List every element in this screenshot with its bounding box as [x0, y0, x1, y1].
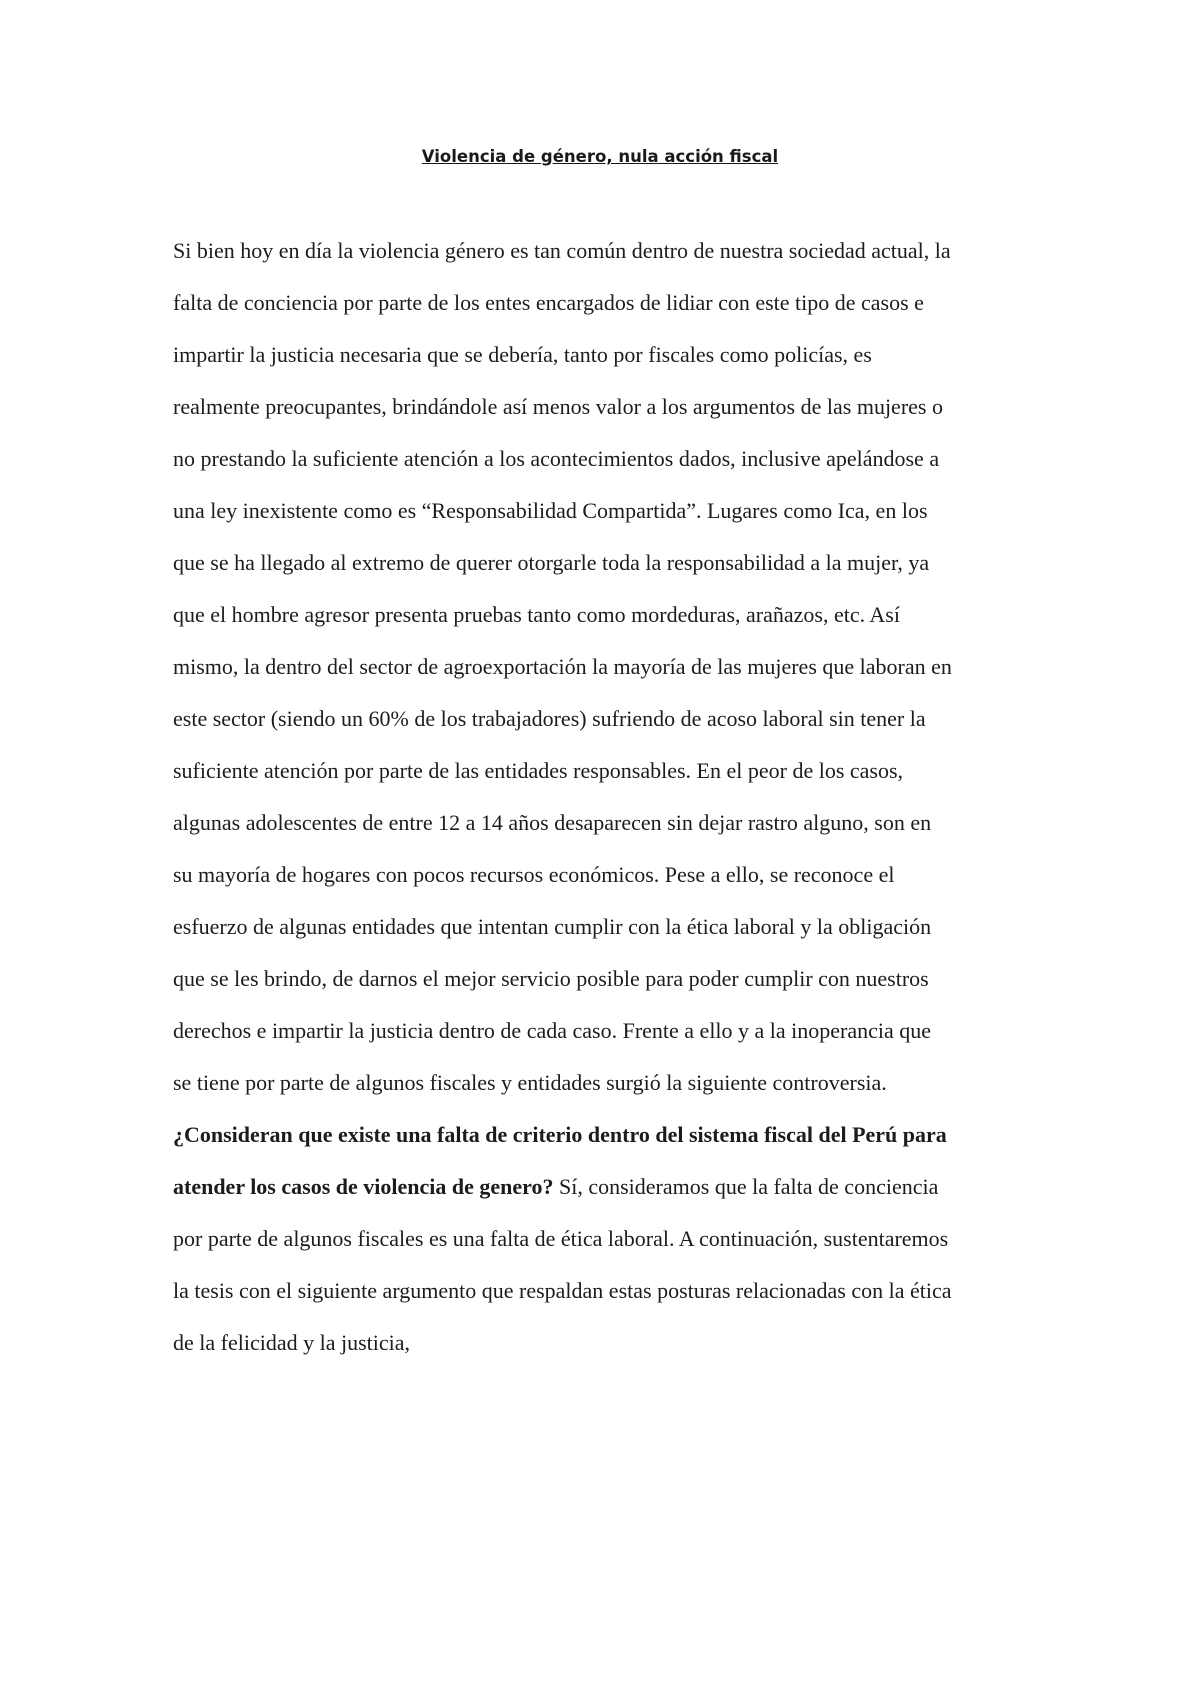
- body-line: mismo, la dentro del sector de agroexportación la mayoría de las mujeres que laboran en: [173, 654, 952, 679]
- body-line: realmente preocupantes, brindándole así menos valor a los argumentos de las mujeres o: [173, 394, 943, 419]
- body-line: de la felicidad y la justicia,: [173, 1330, 411, 1355]
- question-answer-line: [173, 1172, 1053, 1202]
- body-line: que se les brindo, de darnos el mejor servicio posible para poder cumplir con nuestros: [173, 966, 929, 991]
- question-line: ¿Consideran que existe una falta de criterio dentro del sistema fiscal del Perú para: [173, 1122, 947, 1147]
- body-line: esfuerzo de algunas entidades que intentan cumplir con la ética laboral y la obligación: [173, 914, 932, 939]
- body-line: la tesis con el siguiente argumento que respaldan estas posturas relacionadas con la ética: [173, 1278, 952, 1303]
- body-line: algunas adolescentes de entre 12 a 14 años desaparecen sin dejar rastro alguno, son en: [173, 810, 932, 835]
- body-line: que se ha llegado al extremo de querer otorgarle toda la responsabilidad a la mujer, ya: [173, 550, 930, 575]
- body-line: una ley inexistente como es “Responsabilidad Compartida”. Lugares como Ica, en los: [173, 498, 928, 523]
- body-line: suficiente atención por parte de las entidades responsables. En el peor de los casos,: [173, 758, 904, 783]
- body-line: este sector (siendo un 60% de los trabajadores) sufriendo de acoso laboral sin tener la: [173, 706, 926, 731]
- body-line: no prestando la suficiente atención a los acontecimientos dados, inclusive apelándose a: [173, 446, 940, 471]
- body-line: su mayoría de hogares con pocos recursos económicos. Pese a ello, se reconoce el: [173, 862, 895, 887]
- body-line: impartir la justicia necesaria que se debería, tanto por fiscales como policías, es: [173, 342, 872, 367]
- body-line: Si bien hoy en día la violencia género es tan común dentro de nuestra sociedad actual, la: [173, 238, 951, 263]
- body-line: falta de conciencia por parte de los entes encargados de lidiar con este tipo de casos e: [173, 290, 924, 315]
- body-line: se tiene por parte de algunos fiscales y entidades surgió la siguiente controversia.: [173, 1070, 887, 1095]
- question-end: atender los casos de violencia de genero?: [173, 1174, 554, 1199]
- body-line: derechos e impartir la justicia dentro de cada caso. Frente a ello y a la inoperancia que: [173, 1018, 932, 1043]
- document-title: Violencia de género, nula acción fiscal: [421, 147, 779, 166]
- body-line: que el hombre agresor presenta pruebas tanto como mordeduras, arañazos, etc. Así: [173, 602, 900, 627]
- answer-start: Sí, consideramos que la falta de conciencia: [553, 1174, 939, 1199]
- body-line: por parte de algunos fiscales es una falta de ética laboral. A continuación, sustentaremos: [173, 1226, 949, 1251]
